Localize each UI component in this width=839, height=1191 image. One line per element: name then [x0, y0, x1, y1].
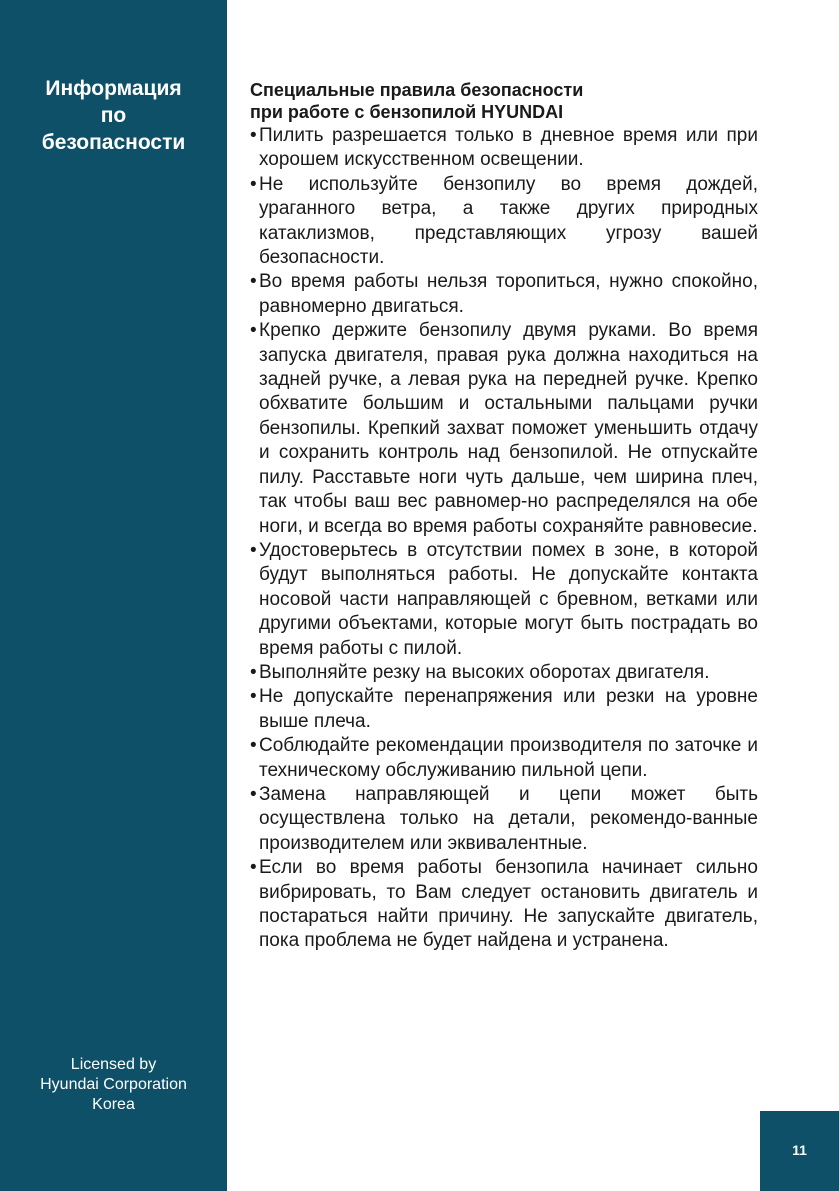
safety-rules-list [250, 124, 758, 954]
license-notice [0, 1055, 227, 1115]
list-item: • Во время работы нельзя торопиться, нужно спокойно, равномерно двигаться. [250, 270, 758, 319]
page-heading-line-1: Специальные правила безопасности [250, 80, 584, 100]
list-item: • Соблюдайте рекомендации производителя по заточке и техническому обслуживанию пильной цепи. [250, 734, 758, 783]
license-line-3: Korea [92, 1096, 135, 1113]
section-title-line-1: Информация [45, 77, 182, 100]
sidebar [0, 0, 227, 1191]
list-item: • Не допускайте перенапряжения или резки на уровне выше плеча. [250, 685, 758, 734]
section-title-line-3: безопасности [41, 131, 186, 154]
page-heading [250, 79, 758, 123]
list-item: • Удостоверьтесь в отсутствии помех в зоне, в которой будут выполняться работы. Не допускайте контакта носовой части направляющей с бревном, ветками или другими объектами, которые могут быть пострадать во время работы с пилой. [250, 539, 758, 661]
section-title [0, 75, 227, 156]
list-item: • Выполняйте резку на высоких оборотах двигателя. [250, 661, 758, 685]
list-item: • Если во время работы бензопила начинает сильно вибрировать, то Вам следует остановить двигатель и постараться найти причину. Не запускайте двигатель, пока проблема не будет найдена и устранена. [250, 856, 758, 954]
license-line-2: Hyundai Corporation [40, 1076, 187, 1093]
page-heading-line-2: при работе с бензопилой HYUNDAI [250, 102, 564, 122]
list-item: • Пилить разрешается только в дневное время или при хорошем искусственном освещении. [250, 124, 758, 173]
page-number-box [760, 1111, 839, 1191]
page-number: 11 [792, 1142, 807, 1158]
list-item: • Не используйте бензопилу во время дождей, ураганного ветра, а также других природных катаклизмов, представляющих угрозу вашей безопасности. [250, 173, 758, 271]
license-line-1: Licensed by [70, 1056, 157, 1073]
list-item: • Крепко держите бензопилу двумя руками. Во время запуска двигателя, правая рука должна находиться на задней ручке, а левая рука на передней ручке. Крепко обхватите большим и остальными пальцами ручки бензопилы. Крепкий захват поможет уменьшить отдачу и сохранить контроль над бензопилой. Не отпускайте пилу. Расставьте ноги чуть дальше, чем ширина плеч, так чтобы ваш вес равномер-но распределялся на обе ноги, и всегда во время работы сохраняйте равновесие. [250, 319, 758, 539]
section-title-line-2: по [100, 104, 127, 127]
list-item: • Замена направляющей и цепи может быть осуществлена только на детали, рекомендо-ванные производителем или эквивалентные. [250, 783, 758, 856]
main-content [250, 79, 758, 954]
